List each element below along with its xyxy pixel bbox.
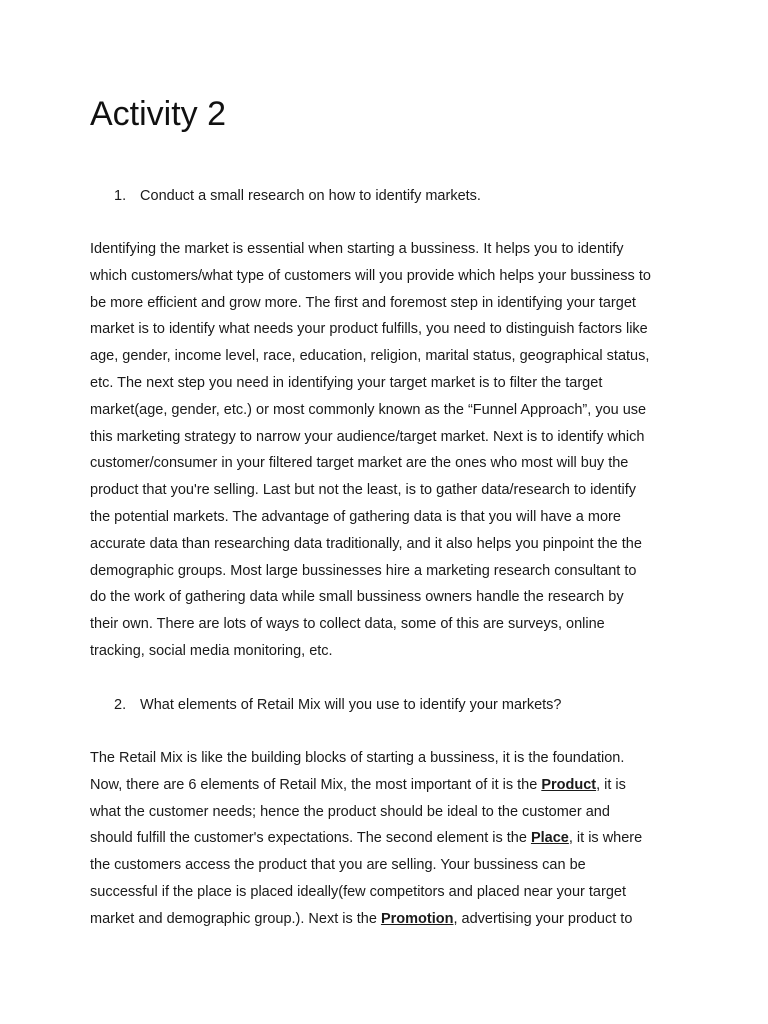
question-number: 2. (114, 697, 127, 713)
paragraph-line: accurate data than researching data traditionally, and it also helps you pinpoint the the (90, 535, 642, 552)
paragraph-line: their own. There are lots of ways to collect data, some of this are surveys, online (90, 616, 605, 633)
paragraph-line: tracking, social media monitoring, etc. (90, 642, 333, 659)
paragraph-line (90, 772, 682, 799)
paragraph-line: Identifying the market is essential when starting a bussiness. It helps you to identify (90, 241, 624, 257)
paragraph-line: market is to identify what needs your product fulfills, you need to distinguish factors like (90, 321, 648, 338)
paragraph-line: the potential markets. The advantage of gathering data is that you will have a more (90, 508, 621, 525)
paragraph-line: this marketing strategy to narrow your audience/target market. Next is to identify which (90, 428, 645, 445)
keyword-promotion: Promotion (380, 910, 454, 927)
line-text: Now, there are 6 elements of Retail Mix, the most important of it is the (90, 776, 542, 793)
line-text: should fulfill the customer's expectations. The second element is the (90, 830, 531, 847)
paragraph-line: what the customer needs; hence the product should be ideal to the customer and (90, 803, 610, 820)
page-title: Activity 2 (90, 95, 227, 133)
paragraph-line (90, 906, 682, 933)
line-text: , it is (596, 776, 626, 793)
paragraph-line: market(age, gender, etc.) or most commonly known as the “Funnel Approach”, you use (90, 401, 647, 418)
paragraph-line: demographic groups. Most large bussinesses hire a marketing research consultant to (90, 562, 637, 579)
paragraph-line: product that you're selling. Last but not the least, is to gather data/research to identify (90, 482, 637, 499)
answer-paragraph-2 (90, 745, 682, 933)
keyword-place: Place (530, 830, 569, 847)
paragraph-line: do the work of gathering data while small bussiness owners handle the research by (90, 589, 624, 606)
paragraph-line: The Retail Mix is like the building blocks of starting a bussiness, it is the foundation. (90, 750, 625, 766)
line-text: market and demographic group.). Next is the (90, 910, 381, 927)
paragraph-line (90, 825, 682, 852)
question-text: What elements of Retail Mix will you use to identify your markets? (140, 697, 562, 713)
question-text: Conduct a small research on how to identify markets. (140, 188, 481, 204)
keyword-product: Product (541, 776, 597, 793)
paragraph-line: which customers/what type of customers will you provide which helps your bussiness to (90, 267, 651, 284)
line-text: , it is where (568, 830, 643, 847)
paragraph-line: the customers access the product that you are selling. Your bussiness can be (90, 857, 586, 874)
paragraph-line: age, gender, income level, race, education, religion, marital status, geographical status, (90, 348, 650, 365)
question-2 (114, 695, 562, 715)
paragraph-line: etc. The next step you need in identifying your target market is to filter the target (90, 374, 603, 391)
paragraph-line: customer/consumer in your filtered target market are the ones who most will buy the (90, 455, 629, 472)
question-number: 1. (114, 188, 127, 204)
paragraph-line: be more efficient and grow more. The first and foremost step in identifying your target (90, 294, 636, 311)
line-text: , advertising your product to (453, 910, 633, 927)
paragraph-line: successful if the place is placed ideally(few competitors and placed near your target (90, 883, 626, 900)
question-1 (114, 186, 481, 206)
answer-paragraph-1 (90, 236, 682, 665)
